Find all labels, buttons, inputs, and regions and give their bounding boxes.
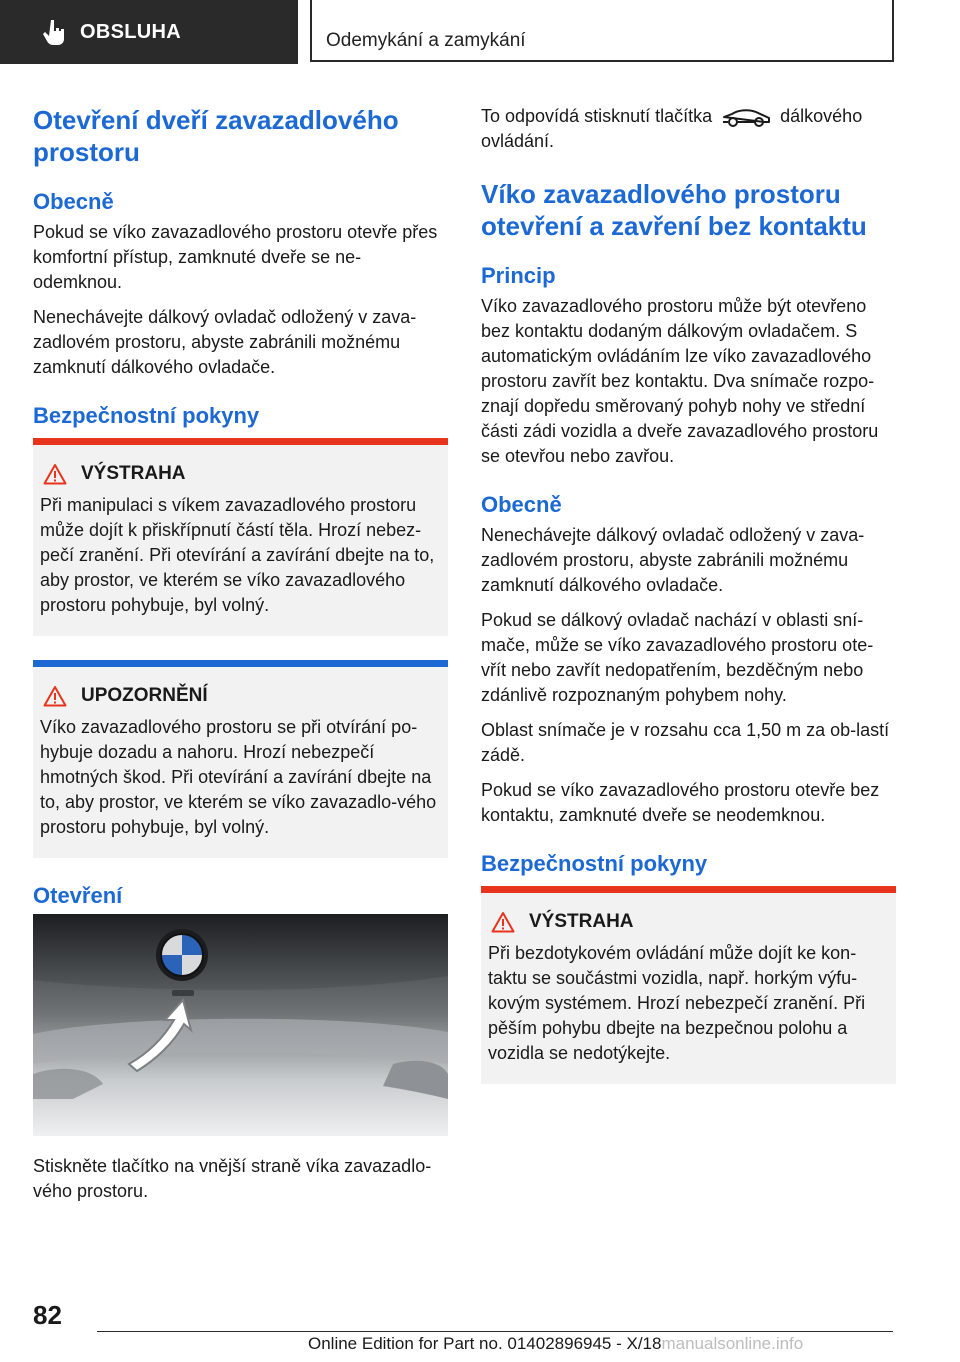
subheading-safety: Bezpečnostní pokyny: [481, 851, 708, 876]
section-heading: Víko zavazadlového prostoru otevření a zavření bez kontaktu: [481, 179, 867, 241]
paragraph: Pokud se dálkový ovladač nachází v oblasti sní-mače, může se víko zavazadlového prostoru ote-vřít nebo zavřít nedopatřením, bezděčným nebo zdánlivě rozpoznaným pohybem nohy.: [481, 610, 874, 705]
notice-box: [33, 660, 448, 858]
warning-text: Při bezdotykovém ovládání může dojít ke kon-taktu se součástmi vozidla, např. horkým výfu-kovým systémem. Hrozí nebezpečí zranění. Při pěším pohybu dbejte na bezpečnou polohu a vozidla se nedotýkejte.: [488, 943, 866, 1063]
right-column: [481, 104, 896, 1108]
warning-box: [481, 886, 896, 1084]
intro-text-after: dálkového ovládání.: [481, 106, 863, 151]
footer-divider: [97, 1331, 893, 1332]
paragraph: Pokud se víko zavazadlového prostoru otevře přes komfortní přístup, zamknuté dveře se ne-odemknou.: [33, 222, 438, 292]
notice-label: UPOZORNĚNÍ: [81, 685, 208, 706]
page-number: 82: [33, 1300, 62, 1330]
car-trunk-icon: [720, 106, 772, 128]
paragraph: Oblast snímače je v rozsahu cca 1,50 m za ob-lastí zádě.: [481, 720, 890, 765]
warning-label: VÝSTRAHA: [529, 911, 634, 932]
intro-paragraph: [481, 104, 896, 154]
paragraph: Nenechávejte dálkový ovladač odložený v zava-zadlovém prostoru, abyste zabránili možnému zamknutí dálkového ovladače.: [33, 307, 417, 377]
warning-text: Při manipulaci s víkem zavazadlového prostoru může dojít k přiskřípnutí částí těla. Hrozí nebez-pečí zranění. Při otevírání a zavírání dbejte na to, aby prostor, ve kterém se víko zavazadlového prostoru pohybuje, byl volný.: [40, 495, 435, 615]
subheading-safety: Bezpečnostní pokyny: [33, 403, 260, 428]
subheading-general: Obecně: [33, 189, 114, 214]
chapter-title: Odemykání a zamykání: [326, 30, 526, 51]
section-title: OBSLUHA: [80, 20, 181, 43]
warning-label: VÝSTRAHA: [81, 463, 186, 484]
paragraph: Nenechávejte dálkový ovladač odložený v zava-zadlovém prostoru, abyste zabránili možnému zamknutí dálkového ovladače.: [481, 525, 865, 595]
paragraph: Víko zavazadlového prostoru může být otevřeno bez kontaktu dodaným dálkovým ovladačem. S automatickým ovládáním lze víko zavazadlového prostoru zavřít bez kontaktu. Dva snímače rozpo-znají dopředu směrovaný pohyb nohy ve střední části zádi vozidla a dveře zavazadlového prostoru se otevřou nebo zavřou.: [481, 296, 879, 466]
notice-text: Víko zavazadlového prostoru se při otvírání po-hybuje dozadu a nahoru. Hrozí nebezpečí hmotných škod. Při otevírání a zavírání dbejte na to, aby prostor, ve kterém se víko zavazadlo-vého prostoru pohybuje, byl volný.: [40, 717, 437, 837]
intro-text-before: To odpovídá stisknutí tlačítka: [481, 106, 713, 126]
edition-text: Online Edition for Part no. 01402896945 - X/18: [308, 1334, 662, 1353]
section-tab: [0, 0, 298, 64]
subheading-principle: Princip: [481, 263, 556, 288]
warning-triangle-icon: [491, 911, 515, 933]
warning-triangle-icon: [43, 685, 67, 707]
warning-triangle-icon: [43, 463, 67, 485]
hand-pointer-icon: [42, 18, 68, 46]
subheading-open: Otevření: [33, 883, 123, 908]
trunk-button-photo: [33, 914, 448, 1136]
subheading-general: Obecně: [481, 492, 562, 517]
watermark: manualsonline.info: [661, 1334, 804, 1353]
paragraph: Pokud se víko zavazadlového prostoru otevře bez kontaktu, zamknuté dveře se neodemknou.: [481, 780, 880, 825]
left-column: [33, 104, 448, 1214]
warning-box: [33, 438, 448, 636]
chapter-tab: [310, 0, 894, 62]
photo-caption: Stiskněte tlačítko na vnější straně víka zavazadlo-vého prostoru.: [33, 1156, 432, 1201]
section-heading: Otevření dveří zavazadlového prostoru: [33, 105, 399, 167]
footer-edition: [308, 1334, 803, 1354]
